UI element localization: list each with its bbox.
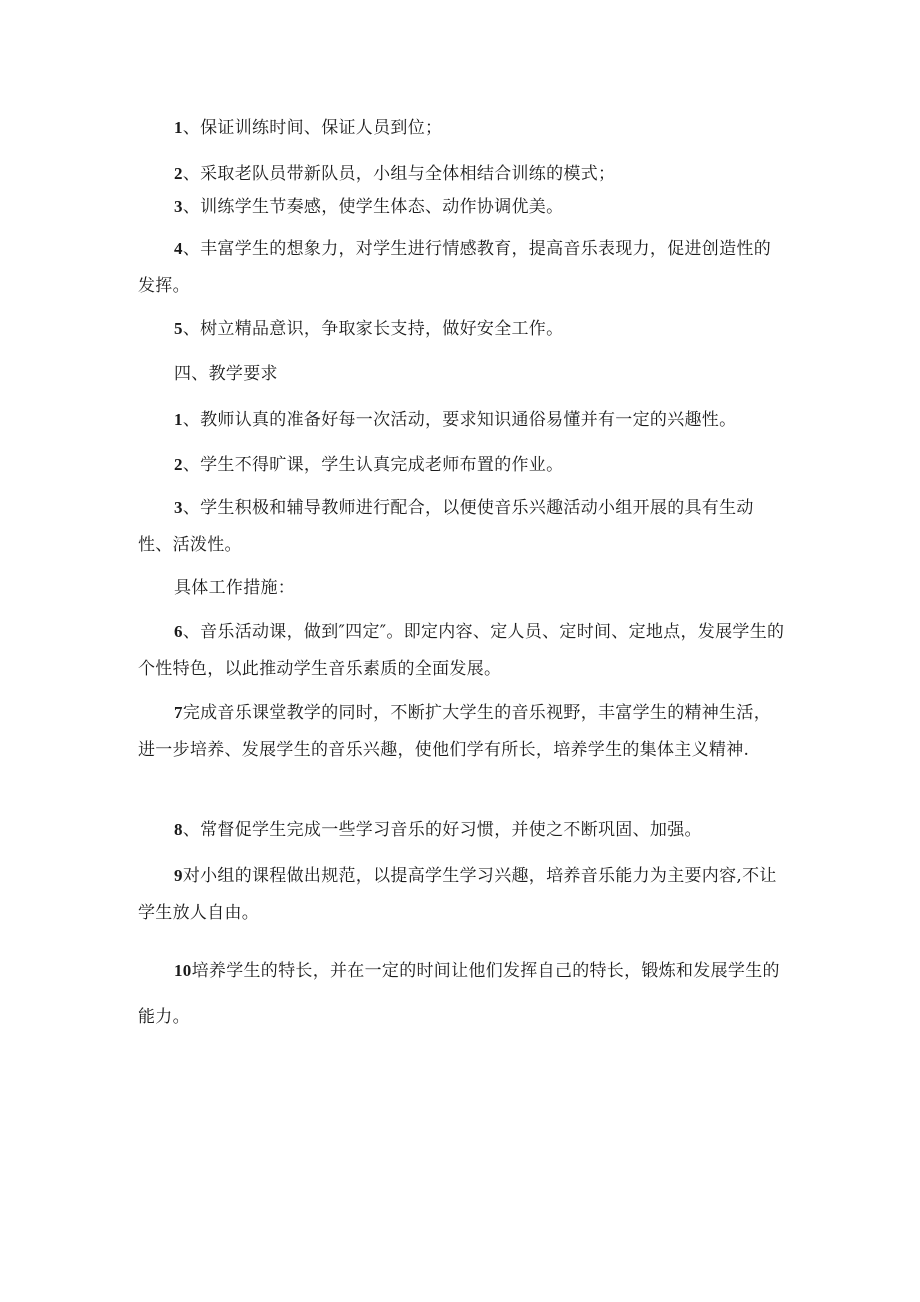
- paragraph-8: [138, 489, 788, 564]
- section-heading-measures: [138, 570, 788, 607]
- paragraph-1: [138, 109, 788, 147]
- item-number: 3: [174, 498, 183, 517]
- paragraph-9: [138, 613, 788, 688]
- item-text: 、采取老队员带新队员，小组与全体相结合训练的模式；: [182, 164, 616, 184]
- item-text: 完成音乐课堂教学的同时，不断扩大学生的音乐视野，丰富学生的精神生活，进一步培养、发展学生的音乐兴趣，使他们学有所长，培养学生的集体主义精神.: [138, 703, 772, 760]
- heading-text: 具体工作措施：: [174, 578, 296, 598]
- item-number: 8: [174, 820, 183, 839]
- paragraph-12: [138, 857, 788, 932]
- item-text: 、教师认真的准备好每一次活动，要求知识通俗易懂并有一定的兴趣性。: [182, 410, 737, 430]
- item-number: 6: [174, 622, 183, 641]
- item-text: 培养学生的特长，并在一定的时间让他们发挥自己的特长，锻炼和发展学生的能力。: [138, 961, 780, 1027]
- item-number: 3: [174, 197, 183, 216]
- item-text: 、学生积极和辅导教师进行配合，以便使音乐兴趣活动小组开展的具有生动性、活泼性。: [138, 498, 754, 555]
- paragraph-3: [138, 188, 788, 226]
- item-text: 、训练学生节奏感，使学生体态、动作协调优美。: [182, 197, 564, 217]
- paragraph-4: [138, 230, 788, 305]
- item-number: 2: [174, 455, 183, 474]
- item-number: 1: [174, 410, 183, 429]
- item-text: 、保证训练时间、保证人员到位；: [182, 118, 443, 138]
- item-text: 、丰富学生的想象力，对学生进行情感教育，提高音乐表现力，促进创造性的发挥。: [138, 239, 772, 296]
- paragraph-7: [138, 446, 788, 484]
- paragraph-6: [138, 401, 788, 439]
- item-text: 、常督促学生完成一些学习音乐的好习惯，并使之不断巩固、加强。: [182, 820, 702, 840]
- paragraph-5: [138, 310, 788, 348]
- item-number: 5: [174, 319, 183, 338]
- item-text: 、音乐活动课，做到″四定″。即定内容、定人员、定时间、定地点，发展学生的个性特色，以此推动学生音乐素质的全面发展。: [138, 622, 785, 679]
- paragraph-10: [138, 694, 788, 769]
- item-text: 对小组的课程做出规范，以提高学生学习兴趣，培养音乐能力为主要内容,不让学生放人自由。: [138, 866, 777, 923]
- item-number: 1: [174, 118, 183, 137]
- item-number: 4: [174, 239, 183, 258]
- item-number: 10: [174, 961, 192, 980]
- paragraph-11: [138, 811, 788, 849]
- section-heading-teaching-requirements: [138, 356, 788, 393]
- item-number: 7: [174, 703, 183, 722]
- item-number: 9: [174, 866, 183, 885]
- heading-text: 四、教学要求: [174, 364, 278, 384]
- paragraph-13: [138, 948, 788, 1040]
- item-text: 、树立精品意识，争取家长支持，做好安全工作。: [182, 319, 564, 339]
- item-text: 、学生不得旷课，学生认真完成老师布置的作业。: [182, 455, 564, 475]
- item-number: 2: [174, 164, 183, 183]
